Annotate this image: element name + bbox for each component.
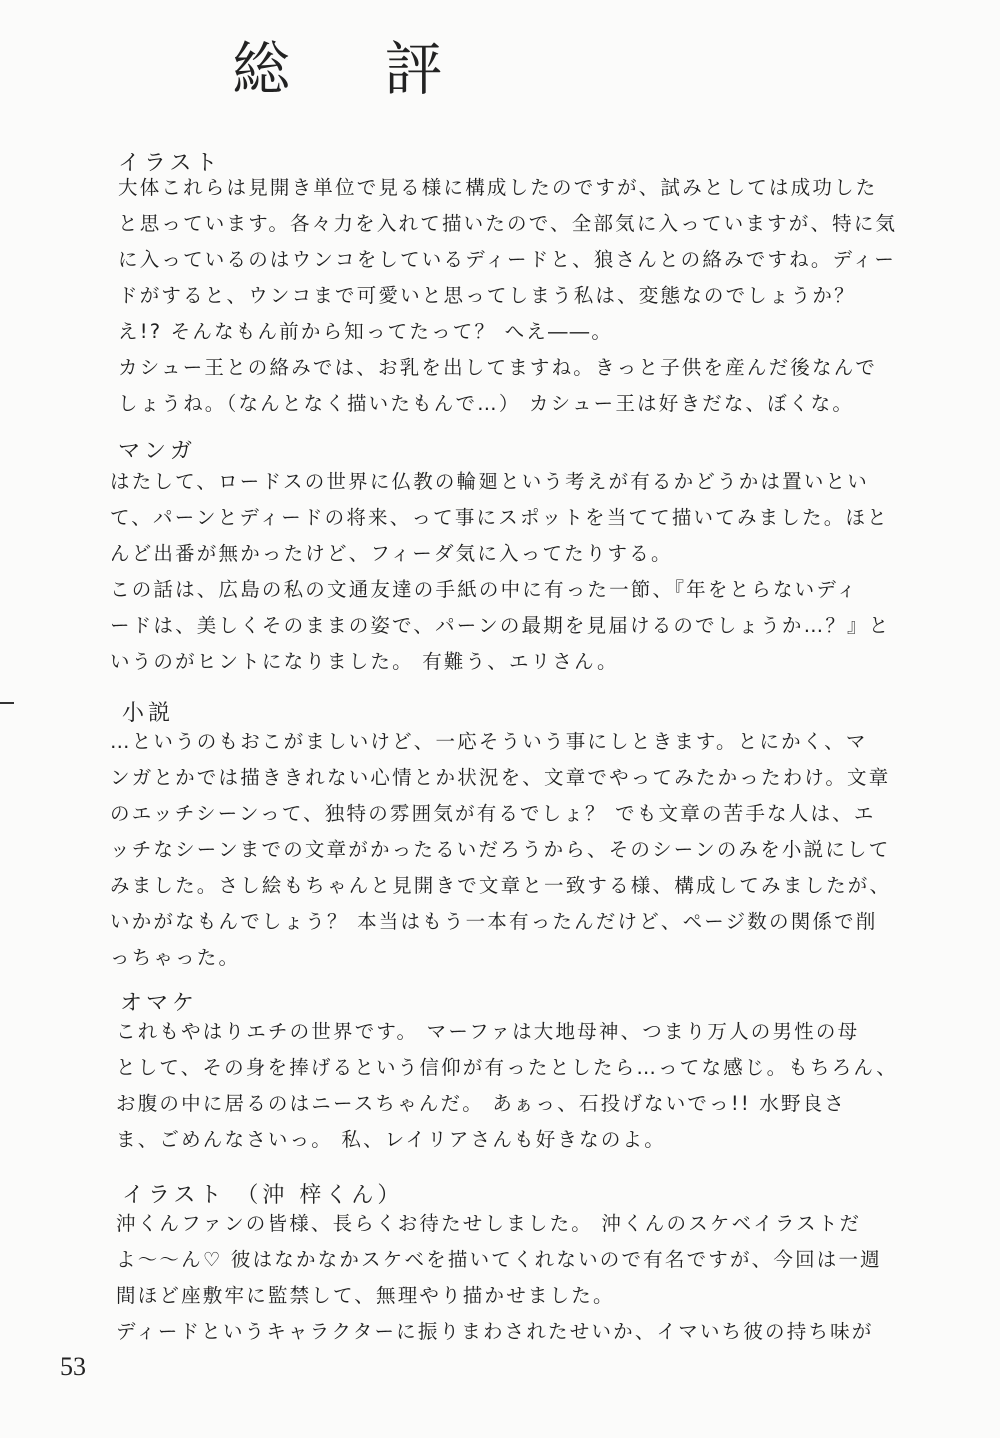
section-body-manga <box>110 464 890 680</box>
text-line: 大体これらは見開き単位で見る様に構成したのですが、試みとしては成功した <box>118 176 878 199</box>
text-line: はたして、ロードスの世界に仏教の輪廻という考えが有るかどうかは置いとい <box>110 470 869 493</box>
text-line: よ～～ん♡ 彼はなかなかスケベを描いてくれないので有名ですが、今回は一週 <box>116 1248 882 1271</box>
text-line: ッチなシーンまでの文章がかったるいだろうから、そのシーンのみを小説にして <box>110 838 891 861</box>
text-line: ディードというキャラクターに振りまわされたせいか、イマいち彼の持ち味が <box>116 1320 874 1343</box>
text-line: て、パーンとディードの将来、って事にスポットを当てて描いてみました。ほと <box>110 506 889 529</box>
section-heading-illust-oki: イラスト （沖 梓くん） <box>122 1183 404 1208</box>
text-line: え!? そんなもん前から知ってたって？ へえ――。 <box>118 320 614 343</box>
text-line: しょうね。（なんとなく描いたもんで…） カシュー王は好きだな、ぼくな。 <box>118 392 855 415</box>
text-line: …というのもおこがましいけど、一応そういう事にしときます。とにかく、マ <box>110 730 868 753</box>
text-line: 沖くんファンの皆様、長らくお待たせしました。 沖くんのスケベイラストだ <box>116 1212 862 1235</box>
text-line: いかがなもんでしょう？ 本当はもう一本有ったんだけど、ページ数の関係で削 <box>110 910 878 933</box>
text-line: として、その身を捧げるという信仰が有ったとしたら…ってな感じ。もちろん、 <box>116 1056 898 1079</box>
text-line: ドがすると、ウンコまで可愛いと思ってしまう私は、変態なのでしょうか？ <box>118 284 856 307</box>
section-body-illust-oki <box>116 1206 882 1350</box>
text-line: と思っています。各々力を入れて描いたので、全部気に入っていますが、特に気 <box>118 212 898 235</box>
section-heading-illust: イラスト <box>118 151 222 176</box>
page-title: 総 評 <box>232 35 481 103</box>
text-line: 間ほど座敷牢に監禁して、無理やり描かせました。 <box>116 1284 615 1307</box>
text-line: みました。さし絵もちゃんと見開きで文章と一致する様、構成してみましたが、 <box>110 874 892 897</box>
text-line: いうのがヒントになりました。 有難う、エリさん。 <box>110 650 619 673</box>
text-line: カシュー王との絡みでは、お乳を出してますね。きっと子供を産んだ後なんで <box>118 356 878 379</box>
text-line: ードは、美しくそのままの姿で、パーンの最期を見届けるのでしょうか…？』と <box>110 614 891 637</box>
section-heading-manga: マンガ <box>118 439 197 464</box>
text-line: お腹の中に居るのはニースちゃんだ。 あぁっ、石投げないでっ!! 水野良さ <box>116 1092 847 1115</box>
text-line: この話は、広島の私の文通友達の手紙の中に有った一節、『年をとらないディ <box>110 578 859 601</box>
section-body-novel <box>110 724 891 976</box>
text-line: ンガとかでは描ききれない心情とか状況を、文章でやってみたかったわけ。文章 <box>110 766 891 789</box>
text-line: これもやはりエチの世界です。 マーファは大地母神、つまり万人の男性の母 <box>116 1020 860 1043</box>
section-heading-novel: 小説 <box>122 701 175 726</box>
section-heading-omake: オマケ <box>120 991 199 1016</box>
text-line: っちゃった。 <box>110 946 241 969</box>
text-line: ま、ごめんなさいっ。 私、レイリアさんも好きなのよ。 <box>116 1128 666 1151</box>
text-line: に入っているのはウンコをしているディードと、狼さんとの絡みですね。ディー <box>118 248 897 271</box>
margin-mark <box>0 702 14 704</box>
section-body-omake <box>116 1014 898 1158</box>
page-number: 53 <box>60 1352 86 1381</box>
text-line: のエッチシーンって、独特の雰囲気が有るでしょ？ でも文章の苦手な人は、エ <box>110 802 876 825</box>
text-line: んど出番が無かったけど、フィーダ気に入ってたりする。 <box>110 542 673 565</box>
section-body-illust <box>118 170 897 422</box>
